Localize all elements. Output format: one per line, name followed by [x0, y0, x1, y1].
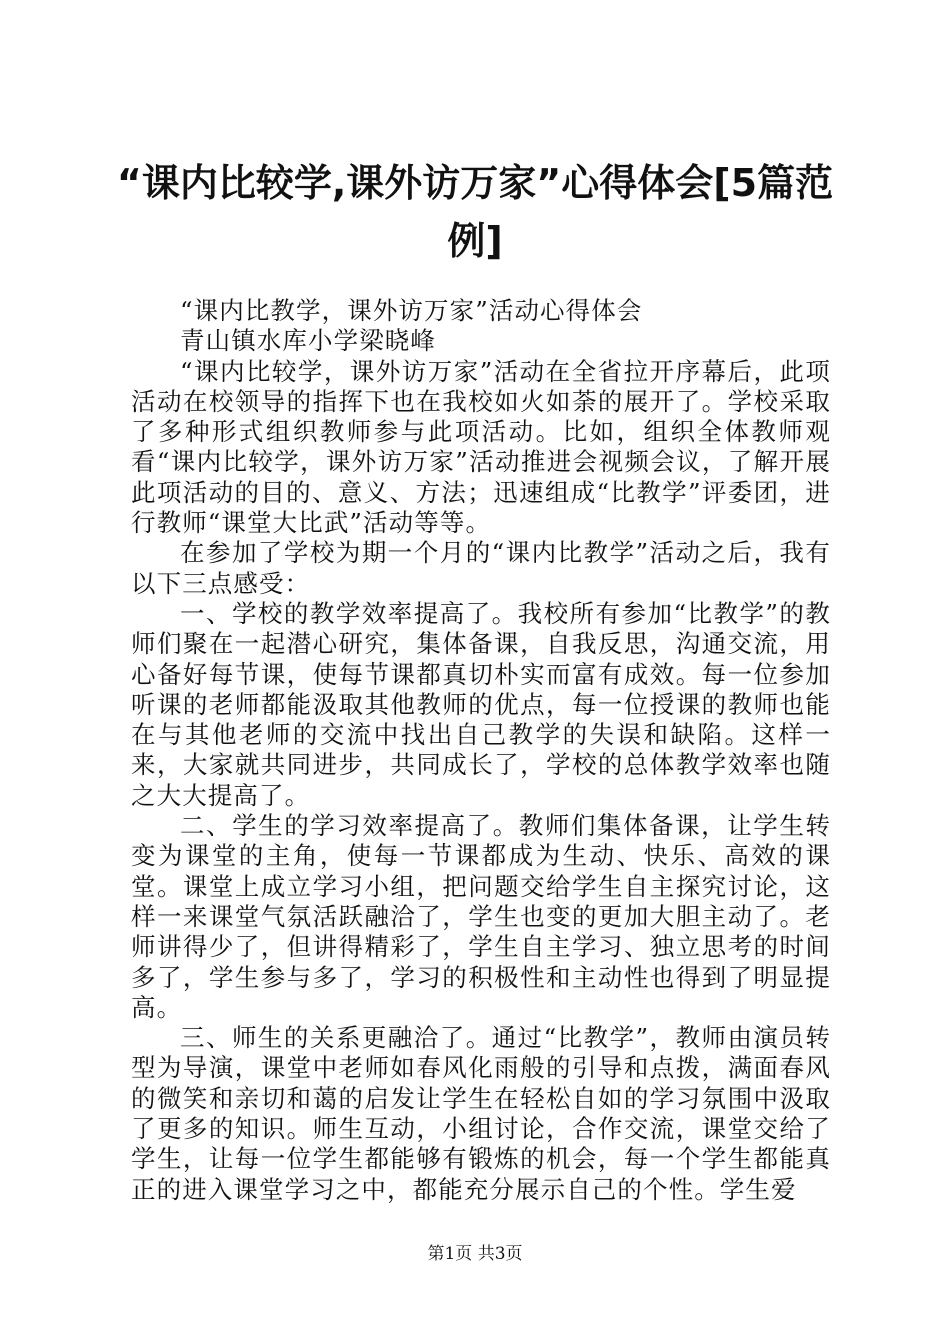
body-paragraph: 在参加了学校为期一个月的“课内比教学”活动之后，我有以下三点感受：	[131, 538, 831, 598]
author-paragraph: 青山镇水库小学梁晓峰	[180, 326, 436, 356]
title-line-1: “课内比较学,课外访万家”心得体会[5篇范	[116, 161, 834, 205]
subtitle-paragraph: “课内比教学，课外访万家”活动心得体会	[180, 296, 643, 325]
body-paragraph: 二、学生的学习效率提高了。教师们集体备课，让学生转变为课堂的主角，使每一节课都成为生动、快乐、高效的课堂。课堂上成立学习小组，把问题交给学生自主探究讨论，这样一来课堂气氛活跃融洽了，学生也变的更加大胆主动了。老师讲得少了，但讲得精彩了，学生自主学习、独立思考的时间多了，学生参与多了，学习的积极性和主动性也得到了明显提高。	[131, 811, 831, 1022]
page-footer: 第1页 共3页	[427, 1244, 523, 1264]
title-line-2: 例]	[447, 219, 503, 263]
body-paragraph: 三、师生的关系更融洽了。通过“比教学”，教师由演员转型为导演，课堂中老师如春风化雨般的引导和点拨，满面春风的微笑和亲切和蔼的启发让学生在轻松自如的学习氛围中汲取了更多的知识。师生互动，小组讨论，合作交流，课堂交给了学生，让每一位学生都能够有锻炼的机会，每一个学生都能真正的进入课堂学习之中，都能充分展示自己的个性。学生爱	[131, 1023, 831, 1204]
document-body	[131, 296, 831, 1205]
document-title	[115, 154, 835, 270]
body-paragraph: “课内比较学，课外访万家”活动在全省拉开序幕后，此项活动在校领导的指挥下也在我校如火如荼的展开了。学校采取了多种形式组织教师参与此项活动。比如，组织全体教师观看“课内比较学，课外访万家”活动推进会视频会议，了解开展此项活动的目的、意义、方法；迅速组成“比教学”评委团，进行教师“课堂大比武”活动等等。	[131, 356, 831, 538]
body-paragraph: 一、学校的教学效率提高了。我校所有参加“比教学”的教师们聚在一起潜心研究，集体备课，自我反思，沟通交流，用心备好每节课，使每节课都真切朴实而富有成效。每一位参加听课的老师都能汲取其他教师的优点，每一位授课的教师也能在与其他老师的交流中找出自己教学的失误和缺陷。这样一来，大家就共同进步，共同成长了，学校的总体教学效率也随之大大提高了。	[131, 598, 831, 810]
